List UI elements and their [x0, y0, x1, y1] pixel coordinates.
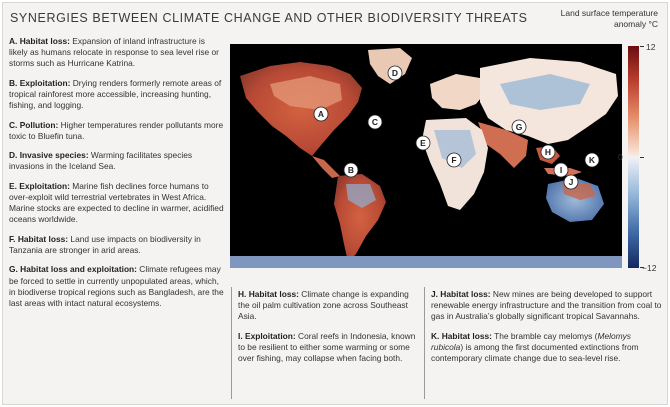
marker-c: [368, 115, 382, 129]
svg-text:B: B: [347, 165, 355, 176]
svg-text:C: C: [371, 117, 379, 128]
colorbar-max-label: 12: [646, 42, 656, 52]
entry-f: F. Habitat loss: Land use impacts on biodiversity in Tanzania are stronger in arid areas.: [9, 233, 201, 255]
marker-f: [447, 153, 461, 167]
svg-text:H: H: [544, 147, 552, 158]
entry-a: A. Habitat loss: Expansion of inland infrastructure is likely as humans relocate in response to sea level rise or storms such as Hurricane Katrina.: [9, 36, 219, 69]
world-temperature-anomaly-map: [230, 44, 622, 268]
world-map-graphic: [230, 44, 622, 268]
left-text-column: [9, 36, 224, 317]
entry-j: J. Habitat loss: New mines are being developed to support renewable energy infrastructure and the transition from coal to gas in Australia’s globally significant tropical Savannahs.: [431, 289, 662, 322]
antarctica-landmass: [230, 256, 622, 268]
svg-text:D: D: [391, 68, 399, 79]
marker-j: [564, 175, 578, 189]
column-divider-2: [424, 287, 425, 399]
svg-text:F: F: [451, 155, 457, 166]
figure-title: SYNERGIES BETWEEN CLIMATE CHANGE AND OTHER BIODIVERSITY THREATS: [10, 11, 528, 25]
marker-a: [314, 107, 328, 121]
colorbar-title-line2: anomaly °C: [613, 19, 658, 29]
marker-e: [416, 136, 430, 150]
colorbar-title-line1: Land surface temperature: [560, 8, 658, 18]
marker-d: [388, 66, 402, 80]
svg-text:G: G: [515, 122, 523, 133]
colorbar-tick-max: [640, 46, 644, 47]
entry-g: G. Habitat loss and exploitation: Climate refugees may be forced to settle in currently unpopulated areas, which, in biodiverse tropical regions such as Bangladesh, are the last areas with intact natural ecosystems.: [9, 264, 224, 308]
svg-text:A: A: [317, 109, 325, 120]
svg-text:I: I: [559, 165, 563, 176]
marker-b: [344, 163, 358, 177]
entry-d: D. Invasive species: Warming facilitates species invasions in the Iceland Sea.: [9, 150, 193, 172]
entry-c: C. Pollution: Higher temperatures render pollutants more toxic to Bluefin tuna.: [9, 119, 224, 141]
column-divider-1: [231, 287, 232, 399]
right-text-column: [431, 289, 663, 372]
colorbar-title: [538, 8, 658, 30]
svg-text:J: J: [568, 177, 574, 188]
entry-h: H. Habitat loss: Climate change is expanding the oil palm cultivation zone across Southeast Asia.: [238, 289, 409, 322]
svg-text:E: E: [420, 138, 426, 149]
middle-text-column: [238, 289, 418, 372]
marker-h: [541, 145, 555, 159]
marker-k: [585, 153, 599, 167]
marker-g: [512, 120, 526, 134]
colorbar-min-label: −12: [642, 263, 657, 273]
svg-text:K: K: [588, 155, 596, 166]
entry-b: B. Exploitation: Drying renders formerly remote areas of tropical rainforest more accessible, increasing hunting, fishing, and logging.: [9, 77, 222, 111]
entry-k: K. Habitat loss: The bramble cay melomys (Melomys rubicola) is among the first documented extinctions from contemporary climate change due to sea-level rise.: [431, 330, 639, 364]
entry-i: I. Exploitation: Coral reefs in Indonesia, known to be resilient to either some warming or some over fishing, may collapse when facing both.: [238, 330, 416, 364]
temperature-colorbar: [628, 46, 639, 268]
colorbar-tick-zero: [640, 157, 644, 158]
colorbar-zero-label: 0: [618, 152, 623, 162]
marker-i: [554, 163, 568, 177]
entry-e: E. Exploitation: Marine fish declines force humans to over-exploit wild terrestrial vertebrates in West Africa. Marine stocks are expected to decline in warmer, acidified oceans worldwide.: [9, 180, 224, 225]
